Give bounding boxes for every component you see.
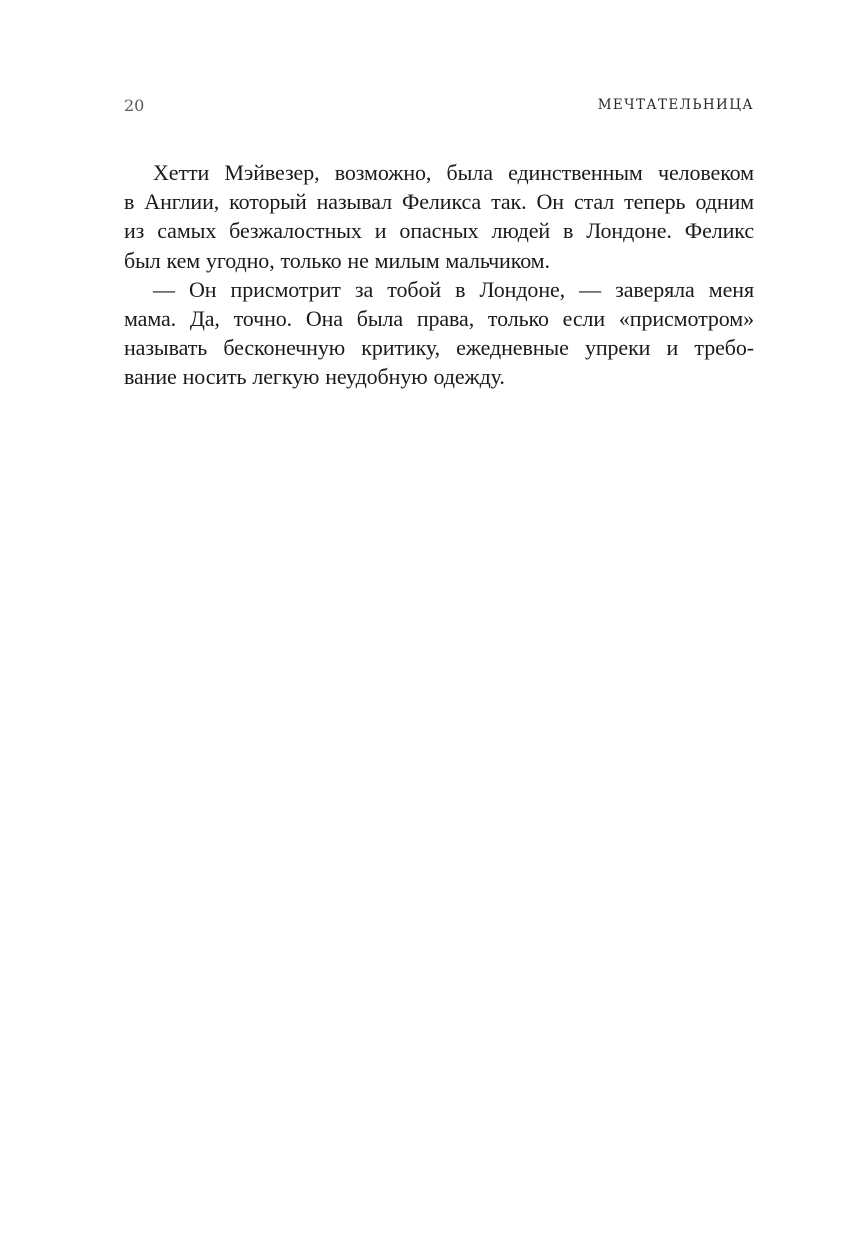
- text-line: в Англии, который называл Феликса так. Он стал теперь одним: [124, 189, 754, 215]
- body-text: [124, 158, 754, 392]
- text-line: вание носить легкую неудобную одежду.: [124, 364, 505, 390]
- book-title: МЕЧТАТЕЛЬНИЦА: [597, 97, 754, 113]
- text-line: был кем угодно, только не милым мальчиком.: [124, 247, 550, 273]
- paragraph: [124, 158, 754, 275]
- page-number: 20: [124, 96, 145, 115]
- text-line: мама. Да, точно. Она была права, только если «присмотром»: [124, 306, 754, 332]
- text-line: называть бесконечную критику, ежедневные упреки и требо-: [124, 335, 754, 361]
- paragraph: [124, 275, 754, 392]
- text-line: из самых безжалостных и опасных людей в Лондоне. Феликс: [124, 218, 754, 244]
- text-line: — Он присмотрит за тобой в Лондоне, — заверяла меня: [153, 276, 754, 302]
- text-line: Хетти Мэйвезер, возможно, была единственным человеком: [153, 160, 754, 185]
- running-head: [124, 96, 754, 118]
